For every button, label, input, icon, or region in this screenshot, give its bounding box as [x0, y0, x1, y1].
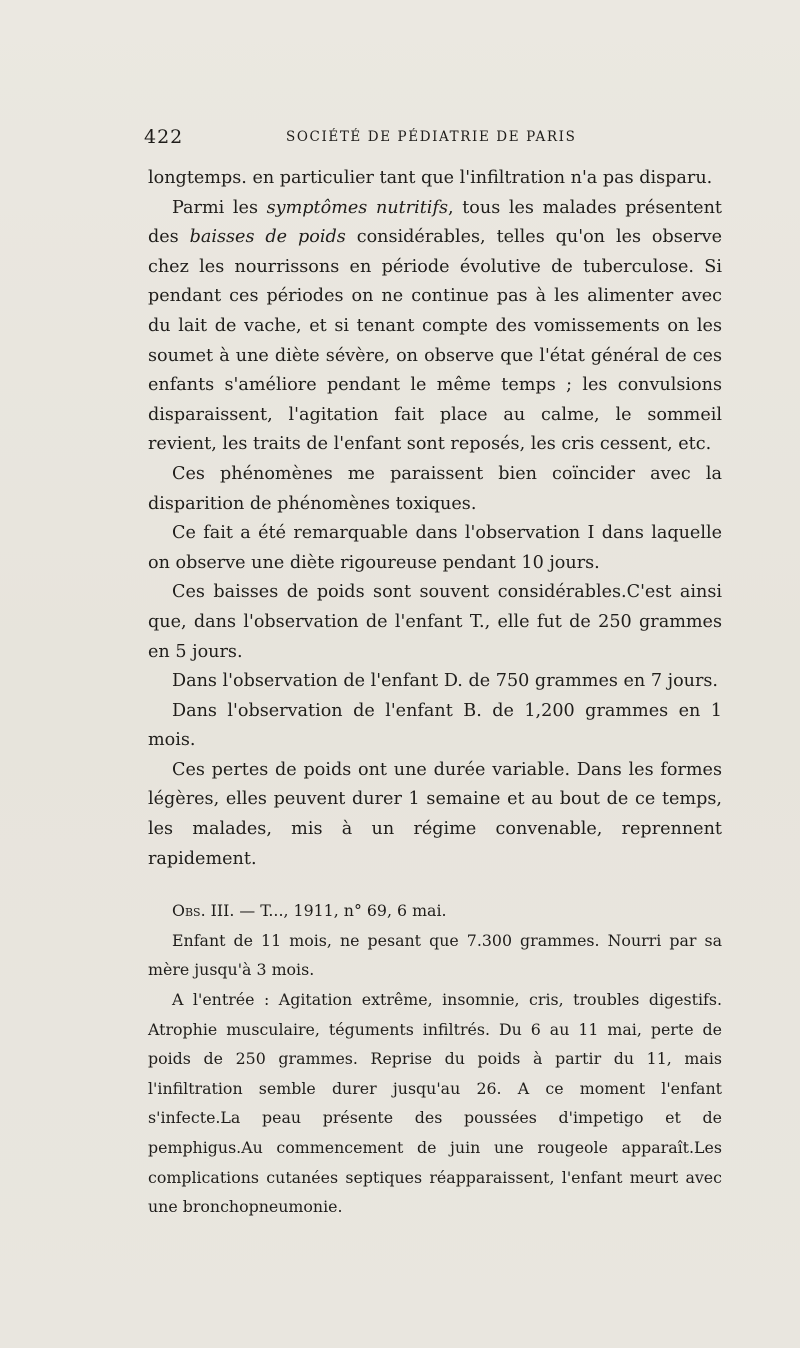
- main-text: [148, 164, 722, 874]
- text-run: Parmi les: [172, 197, 267, 218]
- observation-section: [148, 896, 722, 1222]
- paragraph-duration: Ces pertes de poids ont une durée variable. Dans les formes légères, elles peuvent durer 1 semaine et au bout de ce temps, les malades, mis à un régime convenable, reprennent rapidement.: [148, 759, 722, 869]
- paragraph-child-d: Dans l'observation de l'enfant D. de 750 grammes en 7 jours.: [172, 671, 719, 692]
- page-number: 422: [144, 126, 184, 148]
- observation-heading: [148, 896, 722, 926]
- observation-label: Obs. III.: [172, 901, 235, 921]
- italic-term: symptômes nutritifs: [266, 197, 448, 218]
- page-content: [144, 122, 722, 1222]
- running-head: SOCIÉTÉ DE PÉDIATRIE DE PARIS: [286, 129, 577, 145]
- paragraph-weight-loss: Ces baisses de poids sont souvent considérables.C'est ainsi que, dans l'observation de l'enfant T., elle fut de 250 grammes en 5 jours.: [148, 582, 722, 662]
- paragraph-continuation: longtemps. en particulier tant que l'infiltration n'a pas disparu.: [148, 168, 713, 188]
- paragraph-child-b: Dans l'observation de l'enfant B. de 1,200 grammes en 1 mois.: [148, 700, 722, 751]
- observation-paragraph: A l'entrée : Agitation extrême, insomnie, cris, troubles digestifs. Atrophie musculaire, téguments infiltrés. Du 6 au 11 mai, perte de poids de 250 grammes. Reprise du poids à partir du 11, mais l'infiltration semble durer jusqu'au 26. A ce moment l'enfant s'infecte.La peau présente des poussées d'impetigo et de pemphigus.Au commencement de juin une rougeole apparaît.Les complications cutanées septiques réapparaissent, l'enfant meurt avec une bronchopneumonie.: [148, 990, 722, 1217]
- paragraph-toxic: Ces phénomènes me paraissent bien coïncider avec la disparition de phénomènes toxiques.: [148, 463, 722, 514]
- observation-heading-rest: — T..., 1911, n° 69, 6 mai.: [234, 901, 447, 921]
- observation-paragraph: Enfant de 11 mois, ne pesant que 7.300 grammes. Nourri par sa mère jusqu'à 3 mois.: [148, 930, 722, 980]
- page-header: [144, 122, 722, 162]
- text-run: , tous les malades présentent des: [148, 197, 722, 248]
- paragraph-symptoms: [148, 194, 722, 460]
- text-run: considérables, telles qu'on les observe chez les nourrissons en période évolutive de tuberculose. Si pendant ces périodes on ne continue pas à les alimenter avec du lait de vache, et si tenant compte des vomissements on les soumet à une diète sévère, on observe que l'état général de ces enfants s'améliore pendant le même temps ; les convulsions disparaissent, l'agitation fait place au calme, le sommeil revient, les traits de l'enfant sont reposés, les cris cessent, etc.: [148, 227, 722, 455]
- italic-term: baisses de poids: [189, 227, 346, 248]
- paragraph-observation-i: Ce fait a été remarquable dans l'observation I dans laquelle on observe une diète rigoureuse pendant 10 jours.: [148, 523, 722, 573]
